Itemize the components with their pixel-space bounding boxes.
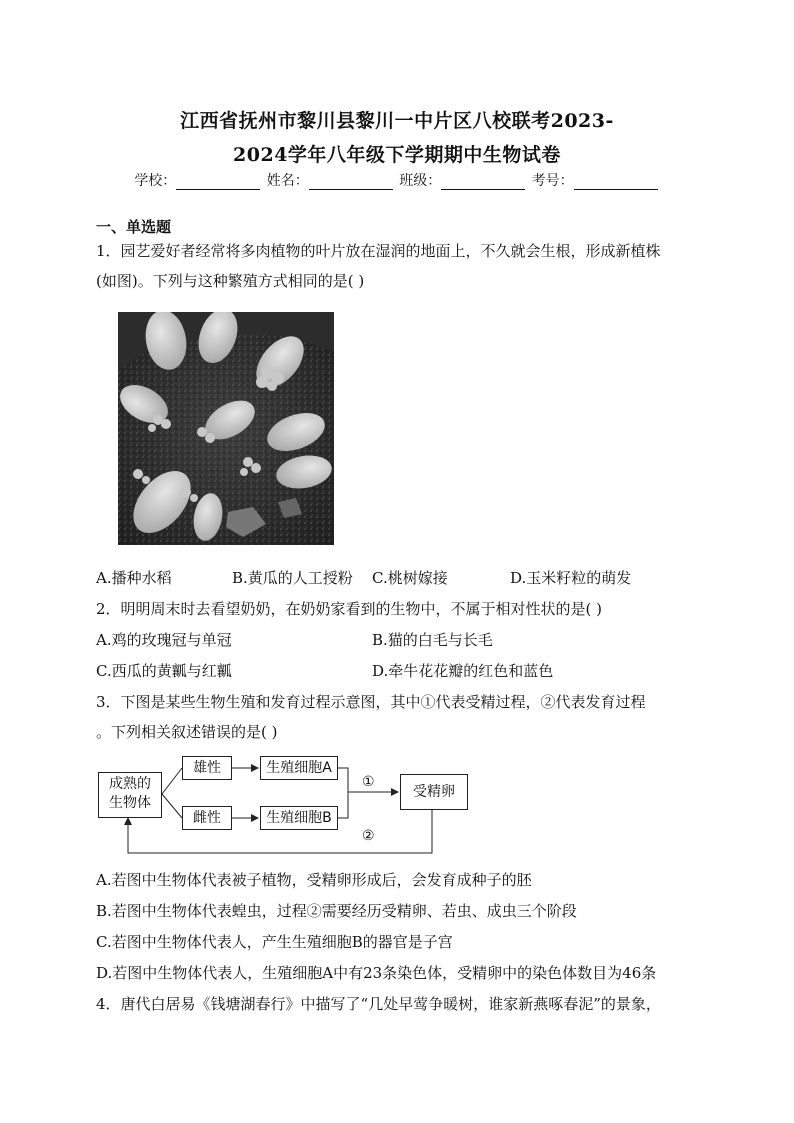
school-label: 学校： — [134, 173, 177, 189]
q2-option-c: C.西瓜的黄瓤与红瓤 — [96, 662, 232, 680]
germ-cell-a-box: 生殖细胞A — [260, 756, 338, 780]
q2-stem: 2．明明周末时去看望奶奶，在奶奶家看到的生物中，不属于相对性状的是( ) — [96, 600, 603, 618]
q2-option-b: B.猫的白毛与长毛 — [372, 631, 493, 649]
q1-option-d: D.玉米籽粒的萌发 — [510, 569, 632, 587]
male-box: 雄性 — [182, 756, 232, 780]
succulent-photo-drawing — [118, 312, 334, 545]
fertilization-step-label: ① — [362, 774, 375, 790]
q2-option-a: A.鸡的玫瑰冠与单冠 — [96, 631, 232, 649]
class-label: 班级： — [399, 173, 442, 189]
exam-no-blank — [574, 175, 658, 190]
q2-option-d: D.牵牛花花瓣的红色和蓝色 — [372, 662, 554, 680]
exam-title-line2: 2024学年八年级下学期期中生物试卷 — [233, 144, 561, 166]
school-blank — [176, 175, 260, 190]
class-blank — [441, 175, 525, 190]
student-info — [0, 170, 794, 190]
section-heading: 一、单选题 — [96, 218, 172, 236]
q3-stem-line2: 。下列相关叙述错误的是( ) — [96, 723, 278, 741]
exam-no-label: 考号： — [531, 173, 574, 189]
q3-option-d: D.若图中生物体代表人，生殖细胞A中有23条染色体，受精卵中的染色体数目为46条 — [96, 964, 657, 982]
development-step-label: ② — [362, 828, 375, 844]
succulent-photo — [118, 312, 334, 545]
q3-stem-line1: 3．下图是某些生物生殖和发育过程示意图，其中①代表受精过程，②代表发育过程 — [96, 693, 646, 711]
zygote-box: 受精卵 — [400, 774, 468, 810]
reproduction-diagram — [96, 752, 476, 862]
q4-stem: 4．唐代白居易《钱塘湖春行》中描写了“几处早莺争暖树，谁家新燕啄春泥”的景象， — [96, 995, 661, 1013]
q1-option-b: B.黄瓜的人工授粉 — [232, 569, 353, 587]
female-box: 雌性 — [182, 806, 232, 830]
q1-stem-line2: (如图)。下列与这种繁殖方式相同的是( ) — [96, 272, 365, 290]
organism-label-line2: 生物体 — [109, 795, 151, 811]
q3-option-c: C.若图中生物体代表人，产生生殖细胞B的器官是子宫 — [96, 933, 453, 951]
name-label: 姓名： — [266, 173, 309, 189]
exam-title-line1: 江西省抚州市黎川县黎川一中片区八校联考2023- — [180, 110, 614, 132]
q3-option-b: B.若图中生物体代表蝗虫，过程②需要经历受精卵、若虫、成虫三个阶段 — [96, 902, 577, 920]
name-blank — [309, 175, 393, 190]
q1-stem-line1: 1．园艺爱好者经常将多肉植物的叶片放在湿润的地面上，不久就会生根，形成新植株 — [96, 242, 661, 260]
q1-option-a: A.播种水稻 — [96, 569, 172, 587]
organism-label-line1: 成熟的 — [109, 776, 151, 792]
mature-organism-box — [98, 772, 162, 818]
germ-cell-b-box: 生殖细胞B — [260, 806, 338, 830]
q3-option-a: A.若图中生物体代表被子植物，受精卵形成后，会发育成种子的胚 — [96, 871, 532, 889]
q1-option-c: C.桃树嫁接 — [372, 569, 448, 587]
